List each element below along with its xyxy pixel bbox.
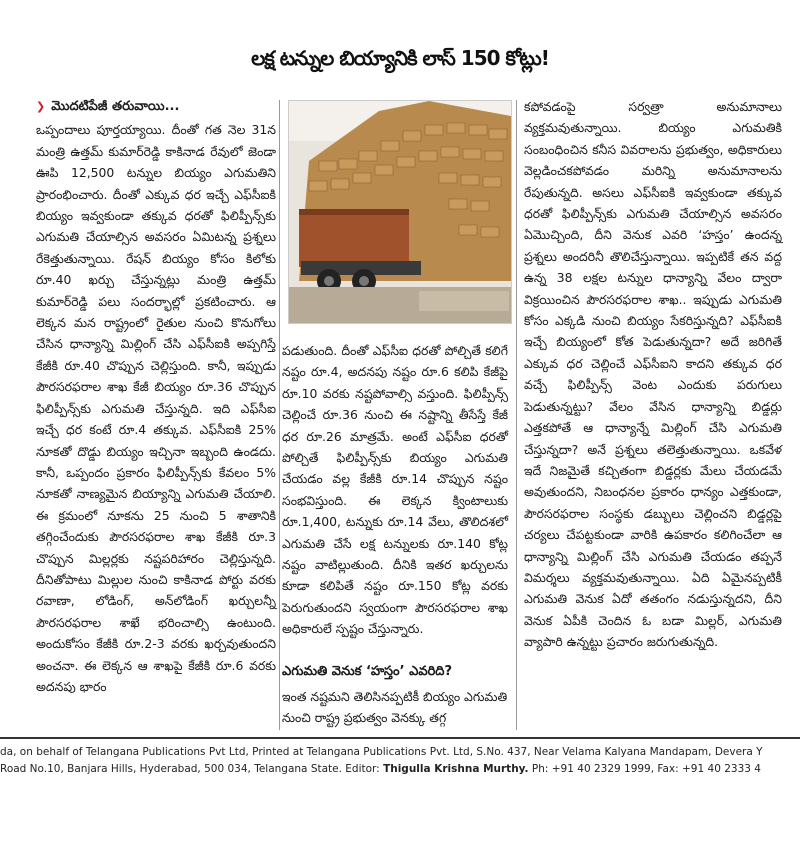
section-subheading: ఎగుమతి వెనుక ‘హస్తం’ ఎవరిది? bbox=[282, 664, 453, 679]
column-right bbox=[524, 96, 782, 653]
column-middle bbox=[282, 340, 508, 640]
imprint-footer bbox=[0, 744, 800, 778]
column-divider bbox=[516, 100, 517, 730]
column-middle-continued bbox=[282, 686, 508, 729]
kicker-label: మొదటిపేజీ తరువాయి... bbox=[51, 99, 180, 114]
column-divider bbox=[279, 100, 280, 730]
article-paragraph: ఒప్పందాలు పూర్తయ్యాయి. దీంతో గత నెల 31న మంత్రి ఉత్తమ్‌ కుమార్‌రెడ్డి కాకినాడ రేవులో జెండా ఊపి 12,500 టన్నుల బియ్యం ఎగుమతిని ప్రారంభించారు. దీంతో ఎక్కువ ధర ఇచ్చే ఎఫ్‌సీఐకి బియ్యం ఇవ్వకుండా తక్కువ ధరతో ఫిలిప్పీన్స్‌కు ఎగుమతి చేయాల్సిన అవసరం ఏమిటన్న ప్రశ్నలు రేకెత్తుతున్నాయి. రేషన్‌ బియ్యం కోసం కిలోకు రూ.40 ఖర్చు చేస్తున్నట్లు మంత్రి ఉత్తమ్‌ కుమార్‌రెడ్డి పలు సందర్భాల్లో ప్రకటించారు. ఆ లెక్కన మన రాష్ట్రంలో రైతుల నుంచి కొనుగోలు చేసిన ధాన్యాన్ని మిల్లింగ్‌ చేసి ఎఫ్‌సీఐకి అప్పగిస్తే కేజీకి రూ.40 చొప్పున చెల్లిస్తుంది. కానీ, ఇప్పుడు పౌరసరఫరాల శాఖ కేజీ బియ్యం రూ.36 చొప్పున ఫిలిప్పీన్స్‌కు ఎగుమతి చేస్తున్నది. ఇది ఎఫ్‌సీఐ ఇచ్చే ధర కంటే రూ.4 తక్కువ. ఎఫ్‌సీఐకి 25% నూకతో దొడ్డు బియ్యం ఇచ్చినా ఇబ్బంది ఉండదు. కానీ, ఒప్పందం ప్రకారం ఫిలిప్పీన్స్‌కు కేవలం 5% నూకతో నాణ్యమైన బియ్యాన్ని ఎగుమతి చేయాలి. ఈ క్రమంలో నూకను 25 నుంచి 5 శాతానికి తగ్గించేందుకు పౌరసరఫరాల శాఖ కేజీకి రూ.3 చొప్పున మిల్లర్లకు నష్టపరిహారం చెల్లిస్తున్నది. దీనితోపాటు మిల్లుల నుంచి కాకినాడ పోర్టు వరకు రవాణా, లోడింగ్‌, అన్‌లోడింగ్‌ ఖర్చులన్నీ పౌరసరఫరాల శాఖే భరించాల్సి ఉంటుంది. అందుకోసం కేజీకి రూ.2-3 వరకు ఖర్చవుతుందని అంచనా. ఈ లెక్కన ఆ శాఖపై కేజీకి రూ.6 వరకు అదనపు భారం bbox=[36, 122, 276, 694]
article-paragraph: పడుతుంది. దీంతో ఎఫ్‌సీఐ ధరతో పోల్చితే కలిగే నష్టం రూ.4, అదనపు నష్టం రూ.6 కలిపి కేజీపై రూ.10 వరకు నష్టపోవాల్సి వస్తుంది. ఫిలిప్పీన్స్‌ చెల్లించే రూ.36 నుంచి ఈ నష్టాన్ని తీసేస్తే కేజీ ధర రూ.26 మాత్రమే. అంటే ఎఫ్‌సీఐ ధరతో పోల్చితే ఫిలిప్పీన్స్‌కు బియ్యం ఎగుమతి చేయడం వల్ల కేజీకి రూ.14 చొప్పున నష్టం సంభవిస్తుంది. ఈ లెక్కన క్వింటాలుకు రూ.1,400, టన్నుకు రూ.14 వేలు, తొలిదశలో ఎగుమతి చేసే లక్ష టన్నులకు రూ.140 కోట్ల నష్టం వాటిల్లుతుంది. దీనికి ఇతర ఖర్చులను కూడా కలిపితే నష్టం రూ.150 కోట్ల వరకు పెరుగుతుందని స్వయంగా పౌరసరఫరాల శాఖ అధికారులే స్పష్టం చేస్తున్నారు. bbox=[282, 343, 508, 637]
imprint-line-2 bbox=[0, 761, 800, 778]
footer-divider bbox=[0, 737, 800, 739]
rice-bags-photo bbox=[288, 100, 512, 324]
imprint-contact: Ph: +91 40 2329 1999, Fax: +91 40 2333 4 bbox=[528, 763, 761, 775]
continuation-kicker bbox=[36, 96, 276, 117]
article-paragraph: కపోవడంపై సర్వత్రా అనుమానాలు వ్యక్తమవుతున్నాయి. బియ్యం ఎగుమతికి సంబంధించిన కనీస వివరాలను ప్రభుత్వం, అధికారులు వెల్లడించకపోవడం మరిన్ని అనుమానాలను రేపుతున్నది. అసలు ఎఫ్‌సీఐకి ఇవ్వకుండా తక్కువ ధరతో ఫిలిప్పీన్స్‌కు ఎగుమతి చేయాల్సిన అవసరం ఏమొచ్చింది, దీని వెనుక ఎవరి ‘హస్తం’ ఉందన్న ప్రశ్నలు అందరినీ తొలిచేస్తున్నాయి. ఇప్పటికే తన వద్ద ఉన్న 38 లక్షల టన్నుల ధాన్యాన్ని వేలం ద్వారా విక్రయించిన పౌరసరఫరాల శాఖ.. ఇప్పుడు ఎగుమతి కోసం ఎక్కడి నుంచి బియ్యం సేకరిస్తున్నది? ఎఫ్‌సీఐకి ఇచ్చే బియ్యంలో కోత పెడుతున్నదా? అదే జరిగితే ఎక్కువ ధర చెల్లించే ఎఫ్‌సీఐని కాదని తక్కువ ధర వచ్చే ఫిలిప్పీన్స్‌ వెంట ఎందుకు పరుగులు పెడుతున్నట్టు? వేలం వేసిన ధాన్యాన్ని బిడ్డర్లు ఎత్తకపోతే ఆ ధాన్యాన్నే మిల్లింగ్‌ చేసి ఎగుమతి చేస్తున్నదా? అనే ప్రశ్నలు తలెత్తుతున్నాయి. ఒకవేళ ఇదే నిజమైతే కచ్చితంగా బిడ్డర్లకు మేలు చేయడమే అవుతుందని, నిబంధనల ప్రకారం ధాన్యం ఎత్తకుండా, పౌరసరఫరాల సంస్థకు డబ్బులు చెల్లించని బిడ్డర్లపై చర్యలు చేపట్టకుండా వారికి ఉపకారం కలిగించేలా ఆ ధాన్యాన్ని మిల్లింగ్‌ చేసి ఎగుమతి చేయడం తప్పనే విమర్శలు వ్యక్తమవుతున్నాయి. ఏది ఏమైనప్పటికీ ఎగుమతి వెనుక ఏదో తతంగం నడుస్తున్నదని, దీని వెనుక ఏపీకి చెందిన ఓ బడా మిల్లర్‌, ఎగుమతి వ్యాపారి ఉన్నట్టు ప్రచారం జరుగుతున్నది. bbox=[524, 99, 782, 650]
headline: లక్ష టన్నుల బియ్యానికి లాస్‌ 150 కోట్లు! bbox=[251, 46, 549, 70]
rice-bags-image bbox=[289, 101, 511, 323]
imprint-address: Road No.10, Banjara Hills, Hyderabad, 500 034, Telangana State. Editor: bbox=[0, 763, 384, 775]
column-left bbox=[36, 96, 276, 697]
imprint-line-1: da, on behalf of Telangana Publications Pvt Ltd, Printed at Telangana Publications Pvt. Ltd, S.No. 437, Near Velama Kalyana Mandapam, Devera Y bbox=[0, 746, 763, 758]
chevron-right-icon: ❯ bbox=[36, 100, 46, 113]
article-paragraph: ఇంత నష్టమని తెలిసినప్పటికీ బియ్యం ఎగుమతి నుంచి రాష్ట్ర ప్రభుత్వం వెనక్కు తగ్గ bbox=[282, 689, 508, 726]
editor-name: Thigulla Krishna Murthy. bbox=[383, 763, 529, 775]
